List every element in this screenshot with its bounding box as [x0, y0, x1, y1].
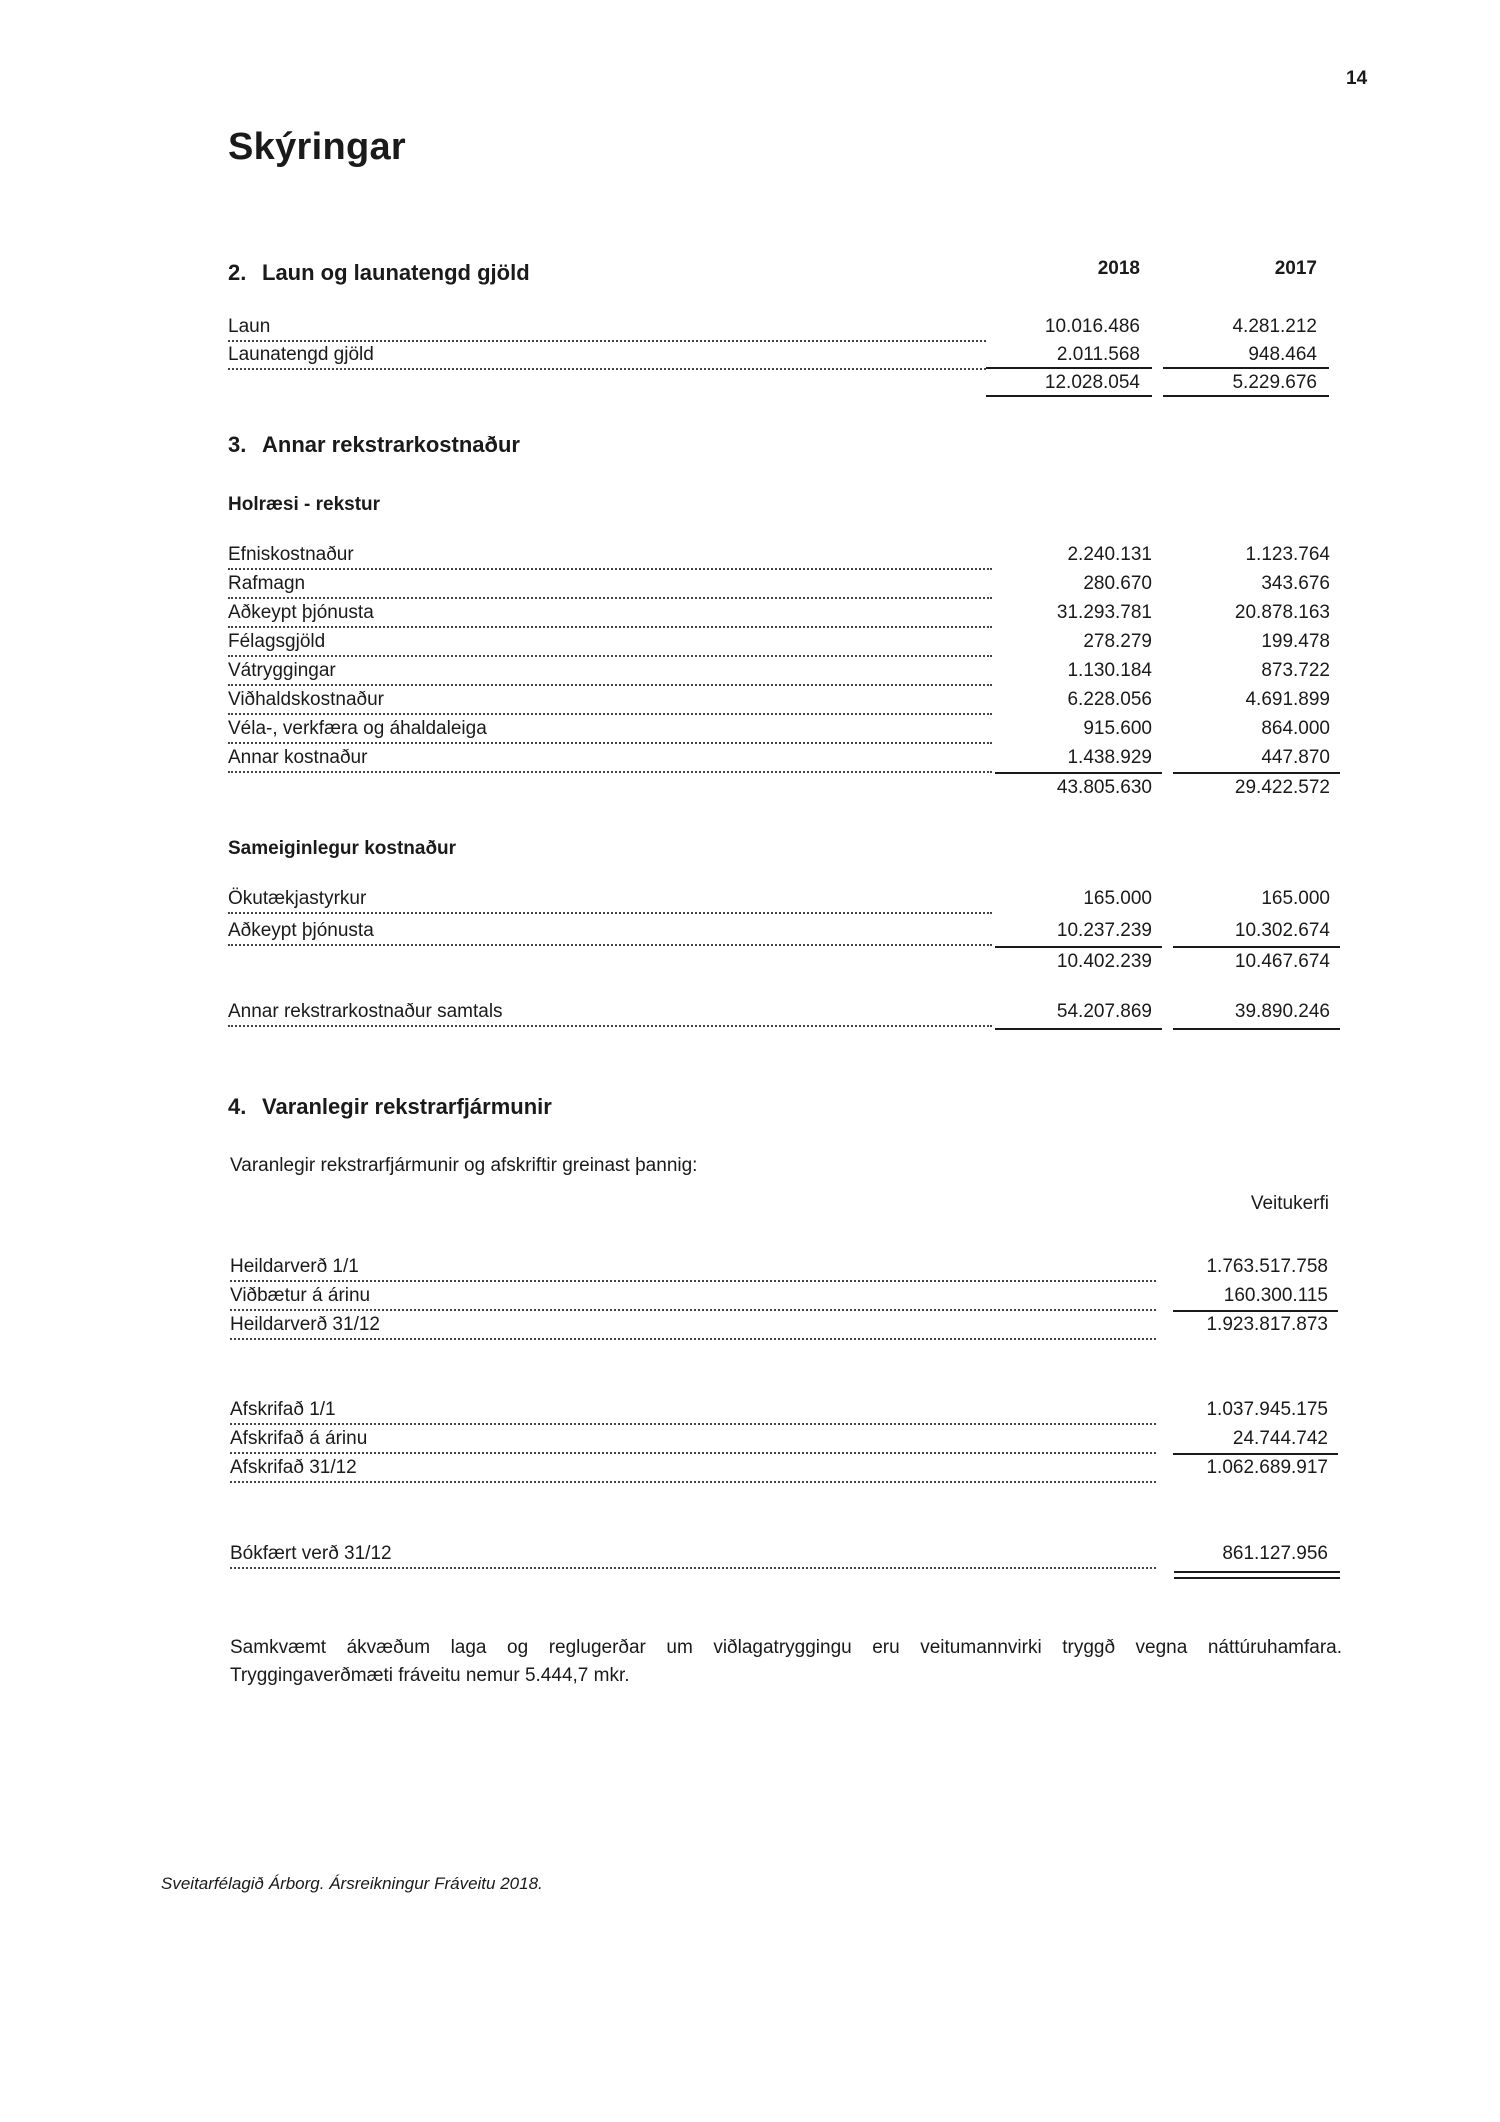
- table-row: [228, 886, 1328, 912]
- value-2018: 278.279: [1083, 631, 1152, 652]
- row-value: 1.763.517.758: [1206, 1256, 1328, 1277]
- note4-number: 4.: [228, 1094, 247, 1119]
- page-title: Skýringar: [228, 126, 407, 168]
- value-2017: 343.676: [1261, 573, 1330, 594]
- table-row: [228, 600, 1328, 626]
- row-value: 1.037.945.175: [1206, 1399, 1328, 1420]
- value-2018: 915.600: [1083, 718, 1152, 739]
- col-header-2018: 2018: [1097, 258, 1140, 279]
- row-value: 24.744.742: [1232, 1428, 1328, 1449]
- group-subheading: Holræsi - rekstur: [228, 494, 381, 515]
- value-2017: 20.878.163: [1234, 602, 1330, 623]
- dot-leader: [230, 1254, 1156, 1282]
- value-2017: 4.691.899: [1245, 689, 1330, 710]
- page-number: 14: [1346, 68, 1368, 89]
- grand-total-row: [228, 999, 1328, 1025]
- total-2018: 12.028.054: [1044, 372, 1140, 393]
- note3-title: Annar rekstrarkostnaður: [262, 432, 520, 457]
- value-2017: 10.302.674: [1234, 920, 1330, 941]
- row-label: Annar kostnaður: [228, 745, 373, 771]
- subtotal-rule: [1163, 367, 1329, 369]
- value-2018: 10.016.486: [1044, 316, 1140, 337]
- total-2017: 5.229.676: [1232, 372, 1317, 393]
- value-2017: 447.870: [1261, 747, 1330, 768]
- subtotal-rule: [995, 772, 1162, 774]
- row-label: Véla-, verkfæra og áhaldaleiga: [228, 716, 493, 742]
- subtotal-rule: [995, 946, 1162, 948]
- row-label: Afskrifað 31/12: [230, 1455, 363, 1481]
- grand-total-2017: 39.890.246: [1234, 1001, 1330, 1022]
- note2-number: 2.: [228, 260, 247, 285]
- value-2018: 31.293.781: [1056, 602, 1152, 623]
- note3-number: 3.: [228, 432, 247, 457]
- row-label: Vátryggingar: [228, 658, 342, 684]
- row-label: Rafmagn: [228, 571, 311, 597]
- value-2017: 864.000: [1261, 718, 1330, 739]
- grand-total-2018: 54.207.869: [1056, 1001, 1152, 1022]
- table-row: [228, 314, 1328, 340]
- dot-leader: [228, 571, 992, 599]
- note4-heading: [228, 1094, 552, 1120]
- total-row: [228, 370, 1328, 396]
- value-2017: 873.722: [1261, 660, 1330, 681]
- value-2018: 2.240.131: [1067, 544, 1152, 565]
- total-2018: 43.805.630: [1056, 777, 1152, 798]
- note4-title: Varanlegir rekstrarfjármunir: [262, 1094, 552, 1119]
- table-row: [228, 687, 1328, 713]
- dot-leader: [228, 629, 992, 657]
- value-2017: 1.123.764: [1245, 544, 1330, 565]
- row-label: Heildarverð 31/12: [230, 1312, 386, 1338]
- dot-leader: [230, 1397, 1156, 1425]
- total-rule: [1163, 395, 1329, 397]
- value-2018: 1.130.184: [1067, 660, 1152, 681]
- table-row: [228, 745, 1328, 771]
- value-2018: 6.228.056: [1067, 689, 1152, 710]
- row-label: Laun: [228, 314, 276, 340]
- note2-heading: [228, 260, 530, 286]
- table-row: [230, 1455, 1330, 1481]
- table-row: [230, 1254, 1330, 1280]
- col-header-2017: 2017: [1274, 258, 1317, 279]
- table-row: [230, 1397, 1330, 1423]
- table-row: [228, 342, 1328, 368]
- table-row: [228, 716, 1328, 742]
- table-row: [230, 1312, 1330, 1338]
- total-rule: [986, 395, 1152, 397]
- row-label: Launatengd gjöld: [228, 342, 380, 368]
- table-row: [228, 542, 1328, 568]
- table-row: [230, 1426, 1330, 1452]
- table-row: [228, 918, 1328, 944]
- book-value-row: [230, 1541, 1330, 1567]
- value-2017: 948.464: [1248, 344, 1317, 365]
- value-2018: 2.011.568: [1056, 344, 1140, 365]
- total-2017: 10.467.674: [1234, 951, 1330, 972]
- row-value: 1.062.689.917: [1206, 1457, 1328, 1478]
- value-2018: 280.670: [1083, 573, 1152, 594]
- total-rule: [1173, 1028, 1340, 1030]
- row-label: Efniskostnaður: [228, 542, 360, 568]
- value-2018: 1.438.929: [1067, 747, 1152, 768]
- table-row: [228, 571, 1328, 597]
- dot-leader: [228, 658, 992, 686]
- book-value: 861.127.956: [1222, 1543, 1328, 1564]
- double-rule-bottom: [1174, 1577, 1340, 1579]
- table-row: [228, 658, 1328, 684]
- row-label: Bókfært verð 31/12: [230, 1541, 398, 1567]
- value-2017: 165.000: [1261, 888, 1330, 909]
- note2-title: Laun og launatengd gjöld: [262, 260, 530, 285]
- row-value: 1.923.817.873: [1206, 1314, 1328, 1335]
- value-2018: 165.000: [1083, 888, 1152, 909]
- row-label: Ökutækjastyrkur: [228, 886, 372, 912]
- row-label: Viðbætur á árinu: [230, 1283, 376, 1309]
- dot-leader: [228, 314, 986, 342]
- row-label: Afskrifað 1/1: [230, 1397, 342, 1423]
- row-label: Aðkeypt þjónusta: [228, 600, 380, 626]
- double-rule-top: [1174, 1571, 1340, 1573]
- value-2017: 199.478: [1261, 631, 1330, 652]
- row-label: Félagsgjöld: [228, 629, 331, 655]
- insurance-paragraph: Samkvæmt ákvæðum laga og reglugerðar um viðlagatryggingu eru veitumannvirki tryggð vegna náttúruhamfara. Tryggingaverðmæti fráveitu nemur 5.444,7 mkr.: [230, 1637, 1342, 1686]
- table-row: [228, 629, 1328, 655]
- table-row: [230, 1283, 1330, 1309]
- subtotal-rule: [1173, 946, 1340, 948]
- group-subheading: Sameiginlegur kostnaður: [228, 838, 457, 859]
- page-footer: Sveitarfélagið Árborg. Ársreikningur Fráveitu 2018.: [161, 1874, 543, 1893]
- row-label: Aðkeypt þjónusta: [228, 918, 380, 944]
- subtotal-rule: [1173, 772, 1340, 774]
- subtotal-rule: [986, 367, 1152, 369]
- note4-intro: Varanlegir rekstrarfjármunir og afskriftir greinast þannig:: [230, 1155, 698, 1176]
- note3-heading: [228, 432, 520, 458]
- dot-leader: [230, 1455, 1156, 1483]
- total-row: [228, 775, 1328, 801]
- row-label: Heildarverð 1/1: [230, 1254, 365, 1280]
- total-2017: 29.422.572: [1234, 777, 1330, 798]
- row-label: Viðhaldskostnaður: [228, 687, 390, 713]
- col-header-veitukerfi: Veitukerfi: [1250, 1193, 1329, 1214]
- row-label: Afskrifað á árinu: [230, 1426, 373, 1452]
- value-2018: 10.237.239: [1056, 920, 1152, 941]
- row-value: 160.300.115: [1223, 1285, 1328, 1306]
- total-rule: [995, 1028, 1162, 1030]
- total-2018: 10.402.239: [1056, 951, 1152, 972]
- value-2017: 4.281.212: [1232, 316, 1317, 337]
- total-row: [228, 949, 1328, 975]
- row-label: Annar rekstrarkostnaður samtals: [228, 999, 509, 1025]
